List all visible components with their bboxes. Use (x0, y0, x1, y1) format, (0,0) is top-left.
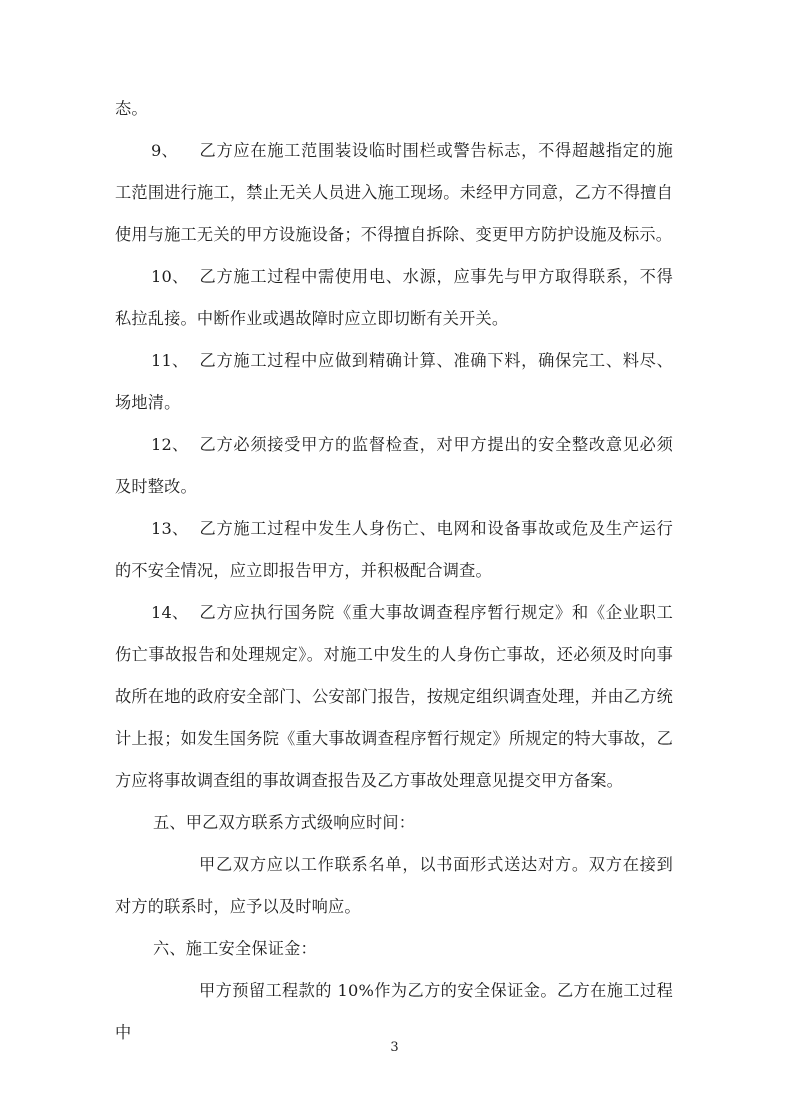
clause-11-number: 11、 (151, 351, 189, 370)
section-5-heading: 五、甲乙双方联系方式级响应时间： (153, 813, 416, 832)
clause-11 (115, 340, 673, 424)
clause-13 (115, 508, 673, 592)
clause-10-text: 乙方施工过程中需使用电、水源，应事先与甲方取得联系，不得私拉乱接。中断作业或遇故障时应立即切断有关开关。 (115, 267, 673, 328)
continuation-line: 态。 (115, 99, 148, 118)
clause-14-number: 14、 (151, 603, 189, 622)
clause-9 (115, 130, 673, 256)
clause-12 (115, 424, 673, 508)
clause-12-text: 乙方必须接受甲方的监督检查，对甲方提出的安全整改意见必须及时整改。 (115, 435, 673, 496)
clause-12-number: 12、 (151, 435, 189, 454)
document-body (115, 88, 673, 1054)
clause-14-text: 乙方应执行国务院《重大事故调查程序暂行规定》和《企业职工伤亡事故报告和处理规定》。对施工中发生的人身伤亡事故，还必须及时向事故所在地的政府安全部门、公安部门报告，按规定组织调查处理，并由乙方统计上报；如发生国务院《重大事故调查程序暂行规定》所规定的特大事故，乙方应将事故调查组的事故调查报告及乙方事故处理意见提交甲方备案。 (115, 603, 673, 790)
clause-14 (115, 592, 673, 802)
clause-13-text: 乙方施工过程中发生人身伤亡、电网和设备事故或危及生产运行的不安全情况，应立即报告甲方，并积极配合调查。 (115, 519, 673, 580)
section-5-body: 甲乙双方应以工作联系名单，以书面形式送达对方。双方在接到对方的联系时，应予以及时响应。 (115, 855, 673, 916)
clause-10-number: 10、 (151, 267, 189, 286)
clause-10 (115, 256, 673, 340)
clause-11-text: 乙方施工过程中应做到精确计算、准确下料，确保完工、料尽、场地清。 (115, 351, 673, 412)
clause-9-number: 9、 (151, 141, 178, 160)
clause-9-text: 乙方应在施工范围装设临时围栏或警告标志，不得超越指定的施工范围进行施工，禁止无关人员进入施工现场。未经甲方同意，乙方不得擅自使用与施工无关的甲方设施设备；不得擅自拆除、变更甲方防护设施及标示。 (115, 141, 673, 244)
clause-13-number: 13、 (151, 519, 189, 538)
section-6-body: 甲方预留工程款的 10%作为乙方的安全保证金。乙方在施工过程中 (115, 981, 673, 1042)
page-number: 3 (390, 1040, 399, 1055)
section-6-heading: 六、施工安全保证金： (153, 939, 317, 958)
